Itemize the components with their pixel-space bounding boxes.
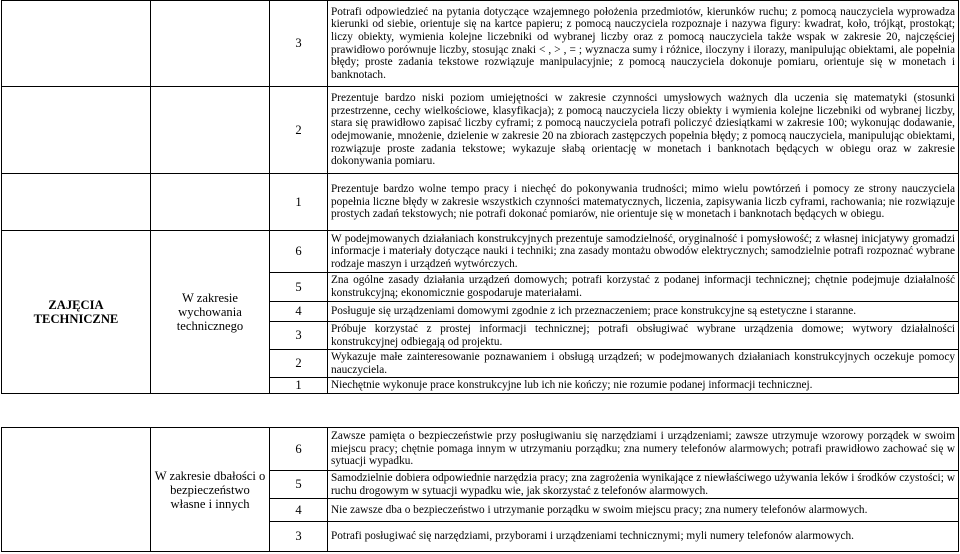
description-cell: Nie zawsze dba o bezpieczeństwo i utrzymanie porządku w swoim miejscu pracy; zna numery telefonów alarmowych.	[328, 499, 959, 522]
description-cell: Zna ogólne zasady działania urządzeń domowych; potrafi korzystać z podanej informacji technicznej; chętnie podejmuje działalność konstrukcyjną; ekonomicznie gospodaruje materiałami.	[328, 273, 959, 302]
grade-cell: 3	[270, 522, 328, 552]
grade-cell: 3	[270, 322, 328, 350]
grading-table-safety	[1, 427, 959, 552]
grade-cell: 5	[270, 471, 328, 499]
grading-table-technical	[1, 0, 959, 394]
description-cell: Potrafi odpowiedzieć na pytania dotyczące wzajemnego położenia przedmiotów, kierunków ruchu; z pomocą nauczyciela wyprowadza kierunki od siebie, orientuje się na kartce papieru; z pomocą nauczyciela rozpoznaje i nazywa figury: kwadrat, koło, trójkąt, prostokąt; liczy obiekty, wymienia kolejne liczebniki od wybranej liczby oraz z pomocą nauczyciela także wspak w zakresie 20, najczęściej prawidłowo porównuje liczby, stosując znaki < , > , = ; wyznacza sumy i różnice, iloczyny i ilorazy, manipulując obiektami, ale popełnia błędy; proste zadania tekstowe rozwiązuje manipulacyjnie; z pomocą nauczyciela dokonuje pomiaru, orientuje się w monetach i banknotach.	[328, 1, 959, 87]
description-cell: Samodzielnie dobiera odpowiednie narzędzia pracy; zna zagrożenia wynikające z niewłaściwego używania leków i środków czystości; w ruchu drogowym w sytuacji wypadku wie, jak skorzystać z telefonów alarmowych.	[328, 471, 959, 499]
description-cell: Niechętnie wykonuje prace konstrukcyjne lub ich nie kończy; nie rozumie podanej informacji technicznej.	[328, 378, 959, 394]
subject-cell: ZAJĘCIA TECHNICZNE	[2, 231, 151, 394]
grade-cell: 6	[270, 428, 328, 471]
description-cell: W podejmowanych działaniach konstrukcyjnych prezentuje samodzielność, oryginalność i pomysłowość; z własnej inicjatywy gromadzi informacje i materiały dotyczące nauki i techniki; zna zasady montażu obwodów elektrycznych; samodzielnie potrafi rozpoznać wybrane rodzaje maszyn i urządzeń wytwórczych.	[328, 231, 959, 273]
description-cell: Posługuje się urządzeniami domowymi zgodnie z ich przeznaczeniem; prace konstrukcyjne są estetyczne i staranne.	[328, 302, 959, 322]
grade-cell: 5	[270, 273, 328, 302]
grade-cell: 2	[270, 350, 328, 378]
description-cell: Wykazuje małe zainteresowanie poznawaniem i obsługą urządzeń; w podejmowanych działaniach konstrukcyjnych oczekuje pomocy nauczyciela.	[328, 350, 959, 378]
grade-cell: 1	[270, 378, 328, 394]
area-cell: W zakresie wychowania technicznego	[151, 231, 270, 394]
table-row	[2, 87, 959, 174]
grade-cell: 1	[270, 174, 328, 231]
table-row	[2, 428, 959, 471]
grade-cell: 4	[270, 302, 328, 322]
table-row	[2, 1, 959, 87]
area-cell: W zakresie dbałości o bezpieczeństwo własne i innych	[151, 428, 270, 552]
table-row	[2, 231, 959, 273]
description-cell: Prezentuje bardzo wolne tempo pracy i niechęć do pokonywania trudności; mimo wielu powtórzeń i pomocy ze strony nauczyciela popełnia liczne błędy w zakresie wszystkich czynności matematycznych, liczenia, zapisywania liczb cyframi, rachowania; nie rozwiązuje prostych zadań tekstowych; nie potrafi dokonać pomiarów, nie orientuje się w monetach i banknotach będących w obiegu.	[328, 174, 959, 231]
description-cell: Próbuje korzystać z prostej informacji technicznej; potrafi obsługiwać wybrane urządzenia domowe; wytwory działalności konstrukcyjnej odbiegają od projektu.	[328, 322, 959, 350]
grade-cell: 2	[270, 87, 328, 174]
grade-cell: 6	[270, 231, 328, 273]
description-cell: Potrafi posługiwać się narzędziami, przyborami i urządzeniami technicznymi; myli numery telefonów alarmowych.	[328, 522, 959, 552]
grade-cell: 3	[270, 1, 328, 87]
description-cell: Prezentuje bardzo niski poziom umiejętności w zakresie czynności umysłowych ważnych dla uczenia się matematyki (stosunki przestrzenne, cechy wielkościowe, klasyfikacja); z pomocą nauczyciela liczy obiekty i wymienia kolejne liczebniki od wybranej liczby, stara się prawidłowo zapisać liczby cyframi; z pomocą nauczyciela potrafi policzyć dziesiątkami w zakresie 100; wykonując dodawanie, odejmowanie, mnożenie, dzielenie w zakresie 20 na zbiorach zastępczych popełnia błędy; z pomocą nauczyciela, manipulując obiektami, rozwiązuje proste zadania tekstowe; wykazuje słabą orientację w monetach i banknotach będących w obiegu oraz w zakresie dokonywania pomiaru.	[328, 87, 959, 174]
description-cell: Zawsze pamięta o bezpieczeństwie przy posługiwaniu się narzędziami i urządzeniami; zawsze utrzymuje wzorowy porządek w swoim miejscu pracy; chętnie pomaga innym w utrzymaniu porządku; zna numery telefonów alarmowych; potrafi prawidłowo zachować się w sytuacji wypadku.	[328, 428, 959, 471]
table-row	[2, 174, 959, 231]
grade-cell: 4	[270, 499, 328, 522]
